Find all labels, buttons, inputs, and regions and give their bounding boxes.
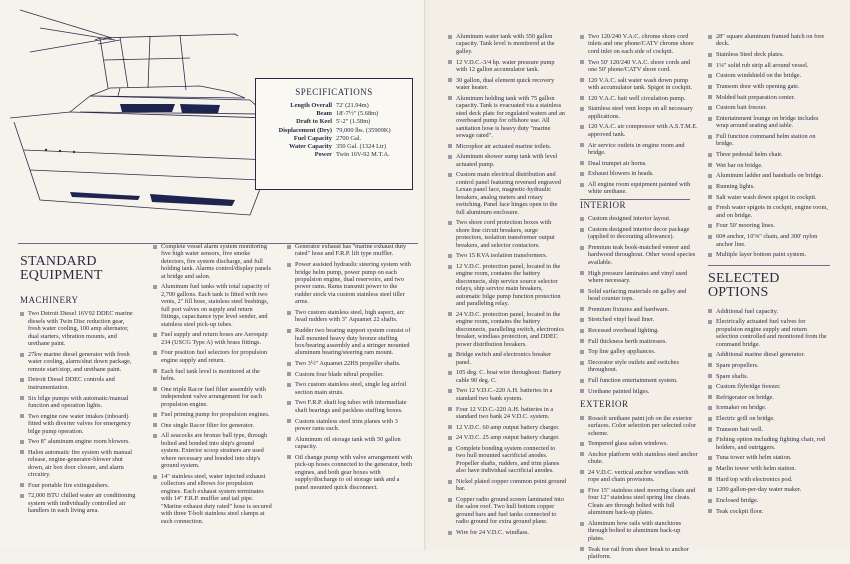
list-item: Salt water wash down spigot in cockpit.	[708, 194, 830, 201]
list-item: Anchor platform with stainless steel anchor chute.	[580, 451, 698, 466]
list-item: Aluminum shower sump tank with level actuated pump.	[448, 153, 566, 168]
list-item: Marlin tower with helm station.	[708, 465, 830, 472]
list-item: Custom bait freezer.	[708, 104, 830, 111]
list-item: All engine room equipment painted with white urethane.	[580, 181, 698, 196]
list-item: Fuel supply and return hoses are Aeroquip 234 (USCG Type A) with brass fittings.	[153, 331, 272, 346]
spec-row	[260, 143, 408, 151]
list-item: Fresh water spigots in cockpit, engine room, and on bridge.	[708, 204, 830, 219]
specifications-list	[260, 102, 408, 159]
list-item: Two 50' 120/240 V.A.C. shore cords and one 50' phone/CATV shore cord.	[580, 59, 698, 74]
list-item: Two engine raw water intakes (inboard) fitted with diverter valves for emergency bilge pump operation.	[20, 413, 137, 435]
list-item: 1¼" solid rub strip all around vessel.	[708, 62, 830, 69]
list-item: Air service outlets in engine room and bridge.	[580, 142, 698, 157]
list-item: Microphor air actuated marine toilets.	[448, 143, 566, 150]
list-item: 24 V.D.C. vertical anchor windlass with rope and chain provisions.	[580, 469, 698, 484]
list-item: Custom flybridge freezer.	[708, 383, 830, 390]
list-item: Premium teak book-matched veneer and hardwood throughout. Other wood species available.	[580, 244, 698, 266]
list-item: Power assisted hydraulic steering system with bridge helm pump, power pump on each propulsion engine, dual reservoirs, and two power rams. Rams transmit power to the rudder stock via custom stainless steel tiller arms.	[287, 261, 414, 306]
interior-rule	[580, 199, 690, 200]
list-item: Fuel priming pump for propulsion engines.	[153, 411, 272, 418]
list-item: Two custom stainless steel, single leg airfoil section main struts.	[287, 381, 414, 396]
list-item: Full function entertainment system.	[580, 377, 698, 384]
list-item: Halon automatic fire system with manual release, engine-generator-blower shut down, air box door closure, and alarm circuitry.	[20, 449, 137, 479]
right-col-2	[580, 33, 698, 564]
list-item: 14" stainless steel, water injected exhaust collectors and elbows for propulsion engines. Each exhaust system terminates with 14" F.R.P. muffler and tail pipe. "Marine exhaust duty rated" hose is secured with three T-bolt stainless steel clamps at each connection.	[153, 473, 272, 525]
list-item: Aluminum ladder and handrails on bridge.	[708, 172, 830, 179]
list-item: 60# anchor, 10'⅜" chain, and 300' nylon anchor line.	[708, 233, 830, 248]
list-item: Electric grill on bridge.	[708, 415, 830, 422]
list-item: Wet bar on bridge.	[708, 162, 830, 169]
spec-value: 350 Gal. (1324 Ltr)	[336, 143, 387, 151]
list-item: High pressure laminates and vinyl used where necessary.	[580, 270, 698, 285]
list-item: Molded bait preparation center.	[708, 94, 830, 101]
spec-row	[260, 135, 408, 143]
spec-label: Power	[314, 151, 332, 159]
list-item: Two F.R.P. shaft log tubes with intermediate shaft bearings and packless stuffing boxes.	[287, 399, 414, 414]
list-item: Complete bonding system connected to two hull mounted sacrificial anodes. Propeller shafts, rudders, and trim planes also have individual sacrificial anodes.	[448, 445, 566, 475]
spec-label: Beam	[316, 110, 332, 118]
list-item: Transom door with opening gate.	[708, 83, 830, 90]
list-item: Stainless Steel deck plates.	[708, 51, 830, 58]
spec-row	[260, 151, 408, 159]
list-item: Full thickness berth mattresses.	[580, 338, 698, 345]
interior-list	[580, 215, 698, 395]
list-item: Two 3½" Aquamet 22HS propeller shafts.	[287, 360, 414, 367]
list-item: Bridge switch and electronics breaker panel.	[448, 351, 566, 366]
spec-value: Twin 16V-92 M.T.A.	[336, 151, 390, 159]
list-item: 72,000 BTU chilled water air conditioning system with individually controlled air handlers in each living area.	[20, 492, 137, 514]
list-item: 24 V.D.C. protection panel, located in the engine room, contains the battery disconnects, paralleling switch, electronics breaker, windlass protection, and DDEC power distribution breakers.	[448, 311, 566, 348]
list-item: Five 15" stainless steel mooring cleats and four 12" stainless steel spring line cleats. Cleats are through bolted with full aluminum back-up plates.	[580, 487, 698, 517]
machinery-heading: MACHINERY	[20, 295, 79, 305]
list-item: Custom windshield on the bridge.	[708, 72, 830, 79]
interior-heading: INTERIOR	[580, 199, 626, 210]
standard-col-3	[287, 243, 414, 494]
list-item: Premium fixtures and hardware.	[580, 306, 698, 313]
list-item: Running lights.	[708, 183, 830, 190]
list-item: 12 V.D.C.-3/4 hp. water pressure pump with 12 gallon accumulator tank.	[448, 59, 566, 74]
list-item: Six bilge pumps with automatic/manual function and operation lights.	[20, 395, 137, 410]
list-item: Each fuel tank level is monitored at the helm.	[153, 368, 272, 383]
list-item: Urethane painted bilges.	[580, 388, 698, 395]
spec-label: Displacement (Dry)	[278, 126, 332, 134]
list-item: Additional fuel capacity.	[708, 308, 830, 315]
exterior-list	[580, 415, 698, 561]
list-item: Tempered glass salon windows.	[580, 440, 698, 447]
list-item: 120 V.A.C. salt water wash down pump with accumulator tank. Spigot in cockpit.	[580, 77, 698, 92]
right-col-1	[448, 33, 566, 540]
spec-row	[260, 110, 408, 118]
options-rule	[708, 265, 830, 266]
list-item: 28" square aluminum framed hatch on fore deck.	[708, 33, 830, 48]
list-item: Exhaust blowers in heads.	[580, 170, 698, 177]
list-item: Top line galley appliances.	[580, 348, 698, 355]
list-item: Teak toe rail from sheer break to anchor platform.	[580, 546, 698, 561]
machinery-list-2	[153, 243, 272, 525]
list-item: Custom four blade nibral propeller.	[287, 371, 414, 378]
list-item: Aluminum bow rails with stanchions through bolted to aluminum back-up plates.	[580, 520, 698, 542]
list-item: Four 12 V.D.C.-220 A.H. batteries in a standard two bank 24 V.D.C. system.	[448, 406, 566, 421]
electrical-list	[448, 33, 566, 536]
list-item: Full function command helm station on bridge.	[708, 133, 830, 148]
list-item: Detroit Diesel DDEC controls and instrumentation.	[20, 376, 137, 391]
spec-value: 72' (21.94m)	[336, 102, 369, 109]
electrical-list-continued	[580, 33, 698, 196]
spec-label: Fuel Capacity	[293, 134, 332, 142]
list-item: Tuna tower with helm station.	[708, 454, 830, 461]
yacht-illustration	[0, 0, 290, 235]
list-item: Wire for 24 V.D.C. windlass.	[448, 529, 566, 536]
list-item: Solid surfacing materials on galley and head counter tops.	[580, 288, 698, 303]
spec-row	[260, 102, 408, 110]
spec-value: 18'-7½" (5.68m)	[336, 110, 379, 118]
list-item: Aluminum water tank with 350 gallon capacity. Tank level is monitored at the galley.	[448, 33, 566, 55]
exterior-list-continued	[708, 33, 830, 259]
list-item: Fishing option including fighting chair, rod holders, and outriggers.	[708, 436, 830, 451]
specifications-title: SPECIFICATIONS	[295, 87, 373, 97]
list-item: Recessed overhead lighting.	[580, 327, 698, 334]
list-item: Aluminum oil storage tank with 50 gallon capacity.	[287, 436, 414, 451]
list-item: Aluminum holding tank with 75 gallon capacity. Tank is evacuated via a stainless steel deck plate for regulated waters and an overboard pump for offshore use. All sanitation hose is heavy duty "marine sewage rated".	[448, 95, 566, 140]
right-col-3	[708, 33, 830, 518]
list-item: 12 V.D.C. protection panel, located in the engine room, contains the battery disconnects, ship service source selector relays, ship service main breakers, automatic bilge pump function protection and paralleling relay.	[448, 263, 566, 308]
list-item: 12 V.D.C. 60 amp output battery charger.	[448, 424, 566, 431]
list-item: Hard top with electronics pod.	[708, 476, 830, 483]
machinery-list-1	[20, 310, 137, 514]
list-item: Generator exhaust has "marine exhaust duty rated" hose and F.R.P. lift type muffler.	[287, 243, 414, 258]
list-item: 1200 gallon-per-day water maker.	[708, 486, 830, 493]
list-item: Electrically actuated fuel valves for propulsion engine supply and return selection controlled and monitored from the command bridge.	[708, 318, 830, 348]
list-item: Rossoli urethane paint job on the exterior surfaces. Color selection per selected color scheme.	[580, 415, 698, 437]
list-item: Two 8" aluminum engine room blowers.	[20, 438, 137, 445]
list-item: 27kw marine diesel generator with fresh water cooling, alarm/shut down package, remote start/stop, and urethane paint.	[20, 351, 137, 373]
selected-options-heading: SELECTED OPTIONS	[708, 270, 780, 300]
list-item: Two shore cord protection boxes with shore line circuit breakers, surge protectors, isolation transformer output breakers, and selector contactors.	[448, 219, 566, 249]
list-item: Stainless steel vent loops on all necessary applications.	[580, 105, 698, 120]
list-item: Three pedestal helm chair.	[708, 151, 830, 158]
list-item: Four portable fire extinguishers.	[20, 482, 137, 489]
list-item: Decorator style outlets and switches throughout.	[580, 359, 698, 374]
list-item: Refrigerator on bridge.	[708, 394, 830, 401]
list-item: Custom main electrical distribution and control panel featuring reversed engraved Lexan panel face, magnetic-hydraulic breakers, analog meters and rotary switching. Panel face hinges open to the full aluminum enclosure.	[448, 171, 566, 216]
exterior-heading: EXTERIOR	[580, 399, 629, 410]
list-item: Spare shafts.	[708, 373, 830, 380]
list-item: Aluminum fuel tanks with total capacity of 2,700 gallons. Each tank is fitted with two vents, 2" fill hose, stainless steel bushings, full port valves on supply and return fittings, capacitance type level sender, and stainless steel pick-up tubes.	[153, 283, 272, 328]
list-item: Spare propellers.	[708, 362, 830, 369]
list-item: 30 gallon, dual element quick recovery water heater.	[448, 77, 566, 92]
options-list	[708, 308, 830, 516]
list-item: 120 V.A.C. air compressor with A.S.T.M.E. approved tank.	[580, 123, 698, 138]
list-item: Dual trumpet air horns.	[580, 160, 698, 167]
list-item: Icemaker on bridge.	[708, 404, 830, 411]
list-item: Custom stainless steel trim planes with 3 power rams each.	[287, 418, 414, 433]
standard-col-2	[153, 243, 272, 528]
spec-row	[260, 127, 408, 135]
spec-label: Length Overall	[290, 102, 332, 109]
list-item: Stretched vinyl head liner.	[580, 316, 698, 323]
list-item: Two 120/240 V.A.C. chrome shore cord inlets and one phone/CATV chrome shore cord inlet on each side of cockpit.	[580, 33, 698, 55]
spec-label: Water Capacity	[288, 143, 332, 151]
list-item: Two custom stainless steel, high aspect, arc head rudders with 3" Aquamet 22 shafts.	[287, 309, 414, 324]
list-item: Two 15 KVA isolation transformers.	[448, 252, 566, 259]
list-item: 24 V.D.C. 25 amp output battery charger.	[448, 434, 566, 441]
list-item: All seacocks are bronze ball type, through bolted and bonded into ship's ground system. Exterior scoop strainers are used where necessary and bonded into ship's ground system.	[153, 432, 272, 469]
list-item: Nickel plated copper common point ground bar.	[448, 478, 566, 493]
spec-value: 79,000 lbs. (35909K)	[336, 126, 391, 134]
list-item: Four 50' mooring lines.	[708, 222, 830, 229]
standard-equipment-heading: STANDARD EQUIPMENT	[20, 254, 103, 283]
list-item: Enclosed bridge.	[708, 497, 830, 504]
list-item: Teak cockpit floor.	[708, 508, 830, 515]
list-item: Copper radio ground screen laminated into the salon roof. Two hull bottom copper ground bars and fuel tanks connected to radio ground for extra ground plane.	[448, 496, 566, 526]
list-item: Additional marine diesel generator.	[708, 351, 830, 358]
spec-value: 5'-2" (1.58m)	[336, 118, 371, 126]
page-spine	[424, 0, 426, 550]
machinery-list-3	[287, 243, 414, 491]
list-item: Oil change pump with valve arrangement with pick-up hoses connected to the generator, both engines, and both gear boxes with supply/discharge to oil storage tank and a panel mounted quick disconnect.	[287, 454, 414, 491]
spec-value: 2700 Gal.	[336, 134, 362, 142]
list-item: Entertainment lounge on bridge includes wrap around seating and table.	[708, 115, 830, 130]
list-item: Two 12 V.D.C.-220 A.H. batteries in a standard two bank system.	[448, 387, 566, 402]
list-item: Custom designed interior decor package (applied to decorating allowance).	[580, 226, 698, 241]
list-item: Multiple layer bottom paint system.	[708, 251, 830, 258]
spec-row	[260, 118, 408, 126]
list-item: 120 V.A.C. bait well circulation pump.	[580, 95, 698, 102]
list-item: Two Detroit Diesel 16V92 DDEC marine diesels with Twin Disc reduction gear, fresh water cooling, 100 amp alternator, dual starters, vibration mounts, and urethane paint.	[20, 310, 137, 347]
list-item: One single Racor filter for generator.	[153, 422, 272, 429]
standard-col-1	[20, 255, 137, 518]
list-item: Four position fuel selectors for propulsion engine supply and return.	[153, 349, 272, 364]
specifications-box	[255, 78, 413, 190]
list-item: One triple Racor fuel filter assembly with independent valve arrangement for each propulsion engine.	[153, 386, 272, 408]
list-item: Transom bait well.	[708, 426, 830, 433]
list-item: Complete vessel alarm system monitoring five high water sensors, five smoke detectors, fire system discharge, and full holding tank. Alarms control/display panels at bridge and salon.	[153, 243, 272, 280]
list-item: Custom designed interior layout.	[580, 215, 698, 222]
spec-label: Draft to Keel	[296, 118, 332, 126]
list-item: Rudder two bearing support system consist of hull mounted heavy duty bronze stuffing box/bearing assembly and a stringer mounted aluminum bearing/steering ram mount.	[287, 327, 414, 357]
list-item: 105 deg. C. boat wire throughout: Battery cable 90 deg. C.	[448, 369, 566, 384]
